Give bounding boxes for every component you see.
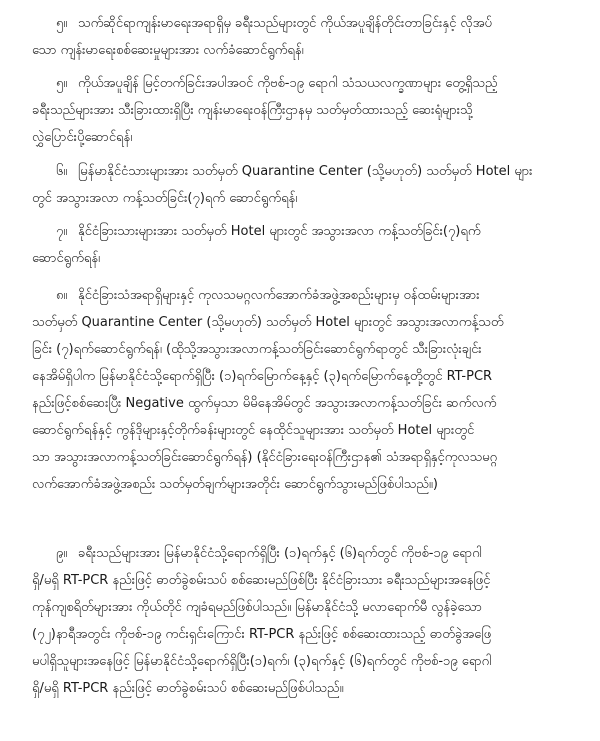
paragraph-number: ၆။	[56, 164, 68, 179]
paragraph-line: ကုန်ကျစရိတ်များအား ကိုယ်တိုင် ကျခံရမည်ဖြစ်ပါသည်။ မြန်မာနိုင်ငံသို့ မလာရောက်မီ လွန်ခဲ့သော	[32, 600, 482, 615]
paragraph-8	[32, 282, 574, 498]
paragraph-line: လက်အောက်ခံအဖွဲ့အစည်း သတ်မှတ်ချက်များအတိုင်း ဆောင်ရွက်သွားမည်ဖြစ်ပါသည်။)	[32, 477, 438, 492]
paragraph-line: သော ကျန်းမာရေးစစ်ဆေးမှုများအား လက်ခံဆောင်ရွက်ရန်၊	[32, 43, 304, 58]
paragraph-line: ခရီးသည်များအား သီးခြားထားရှိပြီး ကျန်းမာရေးဝန်ကြီးဌာနမှ သတ်မှတ်ထားသည့် ဆေးရုံများသို့	[32, 103, 473, 118]
paragraph-line: (၇၂)နာရီအတွင်း ကိုဗစ်-၁၉ ကင်းရှင်းကြောင်း RT-PCR နည်းဖြင့် စစ်ဆေးထားသည့် ဓာတ်ခွဲအဖြေ	[32, 627, 492, 642]
paragraph-number: ၇။	[56, 224, 68, 239]
paragraph-5b	[32, 70, 574, 151]
paragraph-number: ၅။	[56, 76, 68, 91]
paragraph-7	[32, 218, 574, 272]
paragraph-line: ခရီးသည်များအား မြန်မာနိုင်ငံသို့ရောက်ရှိပြီး (၁)ရက်နှင့် (၆)ရက်တွင် ကိုဗစ်-၁၉ ရောဂါ	[78, 546, 482, 561]
paragraph-line: နည်းဖြင့်စစ်ဆေးပြီး Negative ထွက်မှသာ မိမိနေအိမ်တွင် အသွားအလာကန့်သတ်ခြင်း ဆက်လက်	[32, 396, 497, 411]
paragraph-line: ရှိ/မရှိ RT-PCR နည်းဖြင့် ဓာတ်ခွဲစမ်းသပ် စစ်ဆေးမည်ဖြစ်ပြီး နိုင်ငံခြားသား ခရီးသည်များအနေဖြင့်	[32, 573, 491, 588]
paragraph-line: သတ်မှတ် Quarantine Center (သို့မဟုတ်) သတ်မှတ် Hotel များတွင် အသွားအလာကန့်သတ်	[32, 315, 504, 330]
paragraph-line: ရှိ/မရှိ RT-PCR နည်းဖြင့် ဓာတ်ခွဲစမ်းသပ် စစ်ဆေးမည်ဖြစ်ပါသည်။	[32, 681, 344, 696]
paragraph-line: နေအိမ်ရှိပါက မြန်မာနိုင်ငံသို့ရောက်ရှိပြီး (၁)ရက်မြောက်နေ့နှင့် (၃)ရက်မြောက်နေ့တို့တွင် RT-PCR	[32, 369, 493, 384]
paragraph-line: ခြင်း (၇)ရက်ဆောင်ရွက်ရန်၊ (ထိုသို့အသွားအလာကန့်သတ်ခြင်းဆောင်ရွက်ရာတွင် သီးခြားလုံးချင်း	[32, 342, 482, 357]
paragraph-number: ၈။	[56, 288, 68, 303]
paragraph-line: လွှဲပြောင်းပို့ဆောင်ရန်၊	[32, 130, 133, 145]
paragraph-9	[32, 540, 574, 702]
paragraph-6	[32, 158, 574, 212]
paragraph-line: မြန်မာနိုင်ငံသားများအား သတ်မှတ် Quarantine Center (သို့မဟုတ်) သတ်မှတ် Hotel များ	[78, 164, 533, 179]
paragraph-line: ကိုယ်အပူချိန် မြင့်တက်ခြင်းအပါအဝင် ကိုဗစ်-၁၉ ရောဂါ သံသယလက္ခဏာများ တွေ့ရှိသည့်	[78, 76, 498, 91]
paragraph-line: မပါရှိသူများအနေဖြင့် မြန်မာနိုင်ငံသို့ရောက်ရှိပြီး(၁)ရက်၊ (၃)ရက်နှင့် (၆)ရက်တွင် ကိုဗစ်-၁၉ ရောဂါ	[32, 654, 492, 669]
paragraph-line: ဆောင်ရွက်ရန်နှင့် ကွန်ဒိုများနှင့်တိုက်ခန်းများတွင် နေထိုင်သူများအား သတ်မှတ် Hotel များတွင်	[32, 423, 475, 438]
paragraph-number: ၅။	[56, 16, 68, 31]
paragraph-5a	[32, 10, 574, 64]
paragraph-line: နိုင်ငံခြားသံအရာရှိများနှင့် ကုလသမဂ္ဂလက်အောက်ခံအဖွဲ့အစည်းများမှ ဝန်ထမ်းများအား	[78, 288, 480, 303]
paragraph-line: ဆောင်ရွက်ရန်၊	[32, 251, 101, 266]
paragraph-line: နိုင်ငံခြားသားများအား သတ်မှတ် Hotel များတွင် အသွားအလာ ကန့်သတ်ခြင်း(၇)ရက်	[78, 224, 481, 239]
paragraph-line: သာ အသွားအလာကန့်သတ်ခြင်းဆောင်ရွက်ရန်) (နိုင်ငံခြားရေးဝန်ကြီးဌာန၏ သံအရာရှိနှင့်ကုလသမဂ္ဂ	[32, 450, 498, 465]
paragraph-number: ၉။	[56, 546, 68, 561]
paragraph-line: တွင် အသွားအလာ ကန့်သတ်ခြင်း(၇)ရက် ဆောင်ရွက်ရန်၊	[32, 191, 298, 206]
paragraph-line: သက်ဆိုင်ရာကျန်းမာရေးအရာရှိမှ ခရီးသည်များတွင် ကိုယ်အပူချိန်တိုင်းတာခြင်းနှင့် လိုအပ်	[78, 16, 492, 31]
